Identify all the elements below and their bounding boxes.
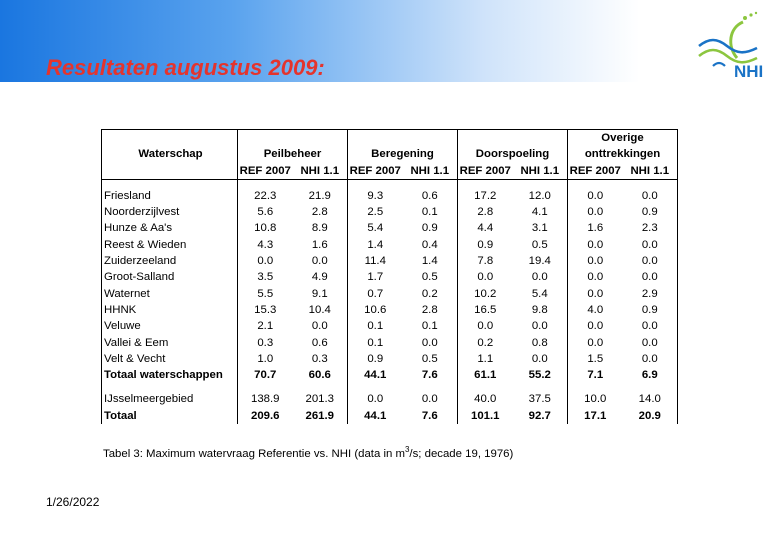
table-cell: 0.8 [531,336,548,349]
table-cell: 44.1 [348,408,403,424]
spacer-row [102,383,678,391]
table-cell: 0.0 [531,320,548,333]
header-cell-empty [458,130,568,147]
header-peilbeheer: Peilbeheer [238,146,348,162]
table-cell: 209.6 [238,408,293,424]
header-nhi: NHI 1.1 [293,163,348,180]
table-row [102,318,678,334]
table-cell: 0.0 [531,271,548,284]
table-cell: 0.6 [421,189,438,202]
table-cell: 0.9 [458,237,513,253]
table-cell: 261.9 [305,409,334,422]
table-cell: 0.0 [311,255,328,268]
header-row-2 [102,146,678,162]
table-cell: 2.8 [311,206,328,219]
table-row-name: Noorderzijlvest [102,204,238,220]
table-cell: 0.0 [623,351,678,367]
table-cell: 1.6 [568,220,623,236]
table-cell: 0.1 [348,318,403,334]
table-cell: 0.0 [623,269,678,285]
table-cell: 0.0 [568,269,623,285]
table-cell: 2.9 [623,286,678,302]
table-cell: 0.0 [421,393,438,406]
table-cell: 2.1 [238,318,293,334]
table-cell: 0.0 [531,352,548,365]
table-cell: 4.4 [458,220,513,236]
spacer-row [102,179,678,188]
header-beregening: Beregening [348,146,458,162]
table-cell: 2.5 [348,204,403,220]
table-cell: 0.0 [568,237,623,253]
table-cell: 4.3 [238,237,293,253]
table-cell: 11.4 [348,253,403,269]
table-row-name: Groot-Salland [102,269,238,285]
table-row-name: Hunze & Aa's [102,220,238,236]
table-cell: 3.1 [531,222,548,235]
logo-text: NHI [734,62,764,81]
table-row [102,204,678,220]
slide-date: 1/26/2022 [46,495,100,509]
table-cell: 0.2 [421,287,438,300]
logo-dot-3 [755,12,757,14]
table-cell: 10.8 [238,220,293,236]
table-cell: 61.1 [458,367,513,383]
table-cell: 7.1 [568,367,623,383]
table-cell: 0.1 [348,335,403,351]
header-ref: REF 2007 [458,163,513,180]
table-cell: 1.7 [348,269,403,285]
table-caption [103,445,513,460]
table-cell: 10.2 [458,286,513,302]
header-ref: REF 2007 [238,163,293,180]
table-cell: 1.5 [568,351,623,367]
table-row-name: HHNK [102,302,238,318]
table-row [102,286,678,302]
table-cell: 3.5 [238,269,293,285]
table-cell: 10.4 [308,303,331,316]
table-cell: 9.8 [531,303,548,316]
table-row-name: Veluwe [102,318,238,334]
header-nhi: NHI 1.1 [513,163,568,180]
header-nhi: NHI 1.1 [623,163,678,180]
table-cell: 70.7 [238,367,293,383]
table-cell: 0.3 [311,352,328,365]
table-cell: 0.0 [623,237,678,253]
table-cell: 16.5 [458,302,513,318]
table-cell: 0.0 [568,253,623,269]
table-cell: 4.0 [568,302,623,318]
table-cell: 5.5 [238,286,293,302]
table-cell: 37.5 [528,393,551,406]
table-cell: 0.0 [568,188,623,204]
totaal-row [102,408,678,424]
total-waterschappen-row [102,367,678,383]
logo-wave-small [713,63,725,66]
table-cell: 0.9 [623,302,678,318]
table-cell: 5.4 [348,220,403,236]
table-cell: 0.0 [568,286,623,302]
table-row-name: Totaal [102,408,238,424]
table-row [102,188,678,204]
table-cell: 44.1 [348,367,403,383]
table-cell: 9.3 [348,188,403,204]
region-rows [102,188,678,367]
table-row-name: Velt & Vecht [102,351,238,367]
table-cell: 14.0 [623,391,678,407]
table-row [102,220,678,236]
table-cell: 4.9 [311,271,328,284]
table-cell: 10.0 [568,391,623,407]
header-ref: REF 2007 [348,163,403,180]
table-cell: 0.4 [421,238,438,251]
table-cell: 10.6 [348,302,403,318]
table-cell: 0.0 [623,188,678,204]
table-row-name: Waternet [102,286,238,302]
table-cell: 0.0 [568,335,623,351]
header-nhi: NHI 1.1 [403,163,458,180]
table-row-name: Friesland [102,188,238,204]
table-cell: 0.0 [458,269,513,285]
table-cell: 0.0 [568,204,623,220]
header-cell-empty [102,130,238,147]
table-cell: 0.0 [421,336,438,349]
header-cell-empty [238,130,348,147]
caption-superscript: 3 [404,445,410,454]
table-cell: 60.6 [308,369,331,382]
logo-dot-1 [743,16,747,20]
table-cell: 0.5 [531,238,548,251]
table-row [102,302,678,318]
table-cell: 1.6 [311,238,328,251]
header-cell-empty [348,130,458,147]
table-row [102,335,678,351]
table-cell: 7.6 [421,369,438,382]
table-cell: 0.9 [348,351,403,367]
water-demand-table [101,129,678,424]
header-row-ref [102,163,678,180]
table-cell: 5.4 [531,287,548,300]
table-cell: 138.9 [238,391,293,407]
slide-title: Resultaten augustus 2009: [46,55,325,80]
table-cell: 201.3 [305,393,334,406]
table-cell: 55.2 [528,369,551,382]
table-cell: 7.6 [421,409,438,422]
header-doorspoeling: Doorspoeling [458,146,568,162]
table-cell: 21.9 [308,189,331,202]
logo-dot-2 [749,13,752,16]
header-cell-empty [102,163,238,180]
table-cell: 0.9 [623,204,678,220]
table-cell: 1.1 [458,351,513,367]
table-cell: 20.9 [623,408,678,424]
table-cell: 12.0 [528,189,551,202]
header-waterschap: Waterschap [102,146,238,162]
header-ref: REF 2007 [568,163,623,180]
table-cell: 0.0 [348,391,403,407]
caption-text-after: /s; decade 19, 1976) [409,447,514,460]
table-cell: 0.7 [348,286,403,302]
table-cell: 0.1 [421,320,438,333]
table-cell: 101.1 [458,408,513,424]
table-row-name: Reest & Wieden [102,237,238,253]
table-cell: 15.3 [238,302,293,318]
caption-text-before: Tabel 3: Maximum watervraag Referentie vs. NHI (data in m [103,447,405,460]
ijsselmeer-row [102,391,678,407]
table-cell: 5.6 [238,204,293,220]
table-cell: 0.5 [421,271,438,284]
water-demand-table-wrapper [101,129,677,442]
table-cell: 0.3 [238,335,293,351]
table-cell: 0.0 [623,318,678,334]
header-row-1 [102,130,678,147]
table-cell: 0.0 [458,318,513,334]
table-cell: 2.8 [421,303,438,316]
header-overige-line1: Overige [568,130,678,147]
table-cell: 1.0 [238,351,293,367]
table-row [102,269,678,285]
table-cell: 17.2 [458,188,513,204]
table-cell: 22.3 [238,188,293,204]
table-cell: 0.9 [421,222,438,235]
table-row-name: Totaal waterschappen [102,367,238,383]
table-cell: 0.0 [238,253,293,269]
table-cell: 0.6 [311,336,328,349]
table-row-name: Vallei & Eem [102,335,238,351]
table-row [102,237,678,253]
table-cell: 2.3 [623,220,678,236]
table-cell: 2.8 [458,204,513,220]
table-cell: 0.0 [568,318,623,334]
table-cell: 0.5 [421,352,438,365]
table-cell: 1.4 [348,237,403,253]
table-cell: 19.4 [528,255,551,268]
table-cell: 0.2 [458,335,513,351]
table-cell: 9.1 [311,287,328,300]
table-cell: 0.1 [421,206,438,219]
table-row-name: IJsselmeergebied [102,391,238,407]
table-row [102,351,678,367]
table-cell: 92.7 [528,409,551,422]
table-row [102,253,678,269]
table-row-name: Zuiderzeeland [102,253,238,269]
table-cell: 40.0 [458,391,513,407]
table-cell: 4.1 [531,206,548,219]
table-cell: 0.0 [311,320,328,333]
table-cell: 8.9 [311,222,328,235]
table-cell: 7.8 [458,253,513,269]
header-overige-line2: onttrekkingen [568,146,678,162]
table-cell: 0.0 [623,335,678,351]
table-cell: 17.1 [568,408,623,424]
table-cell: 6.9 [623,367,678,383]
table-cell: 1.4 [421,255,438,268]
table-cell: 0.0 [623,253,678,269]
